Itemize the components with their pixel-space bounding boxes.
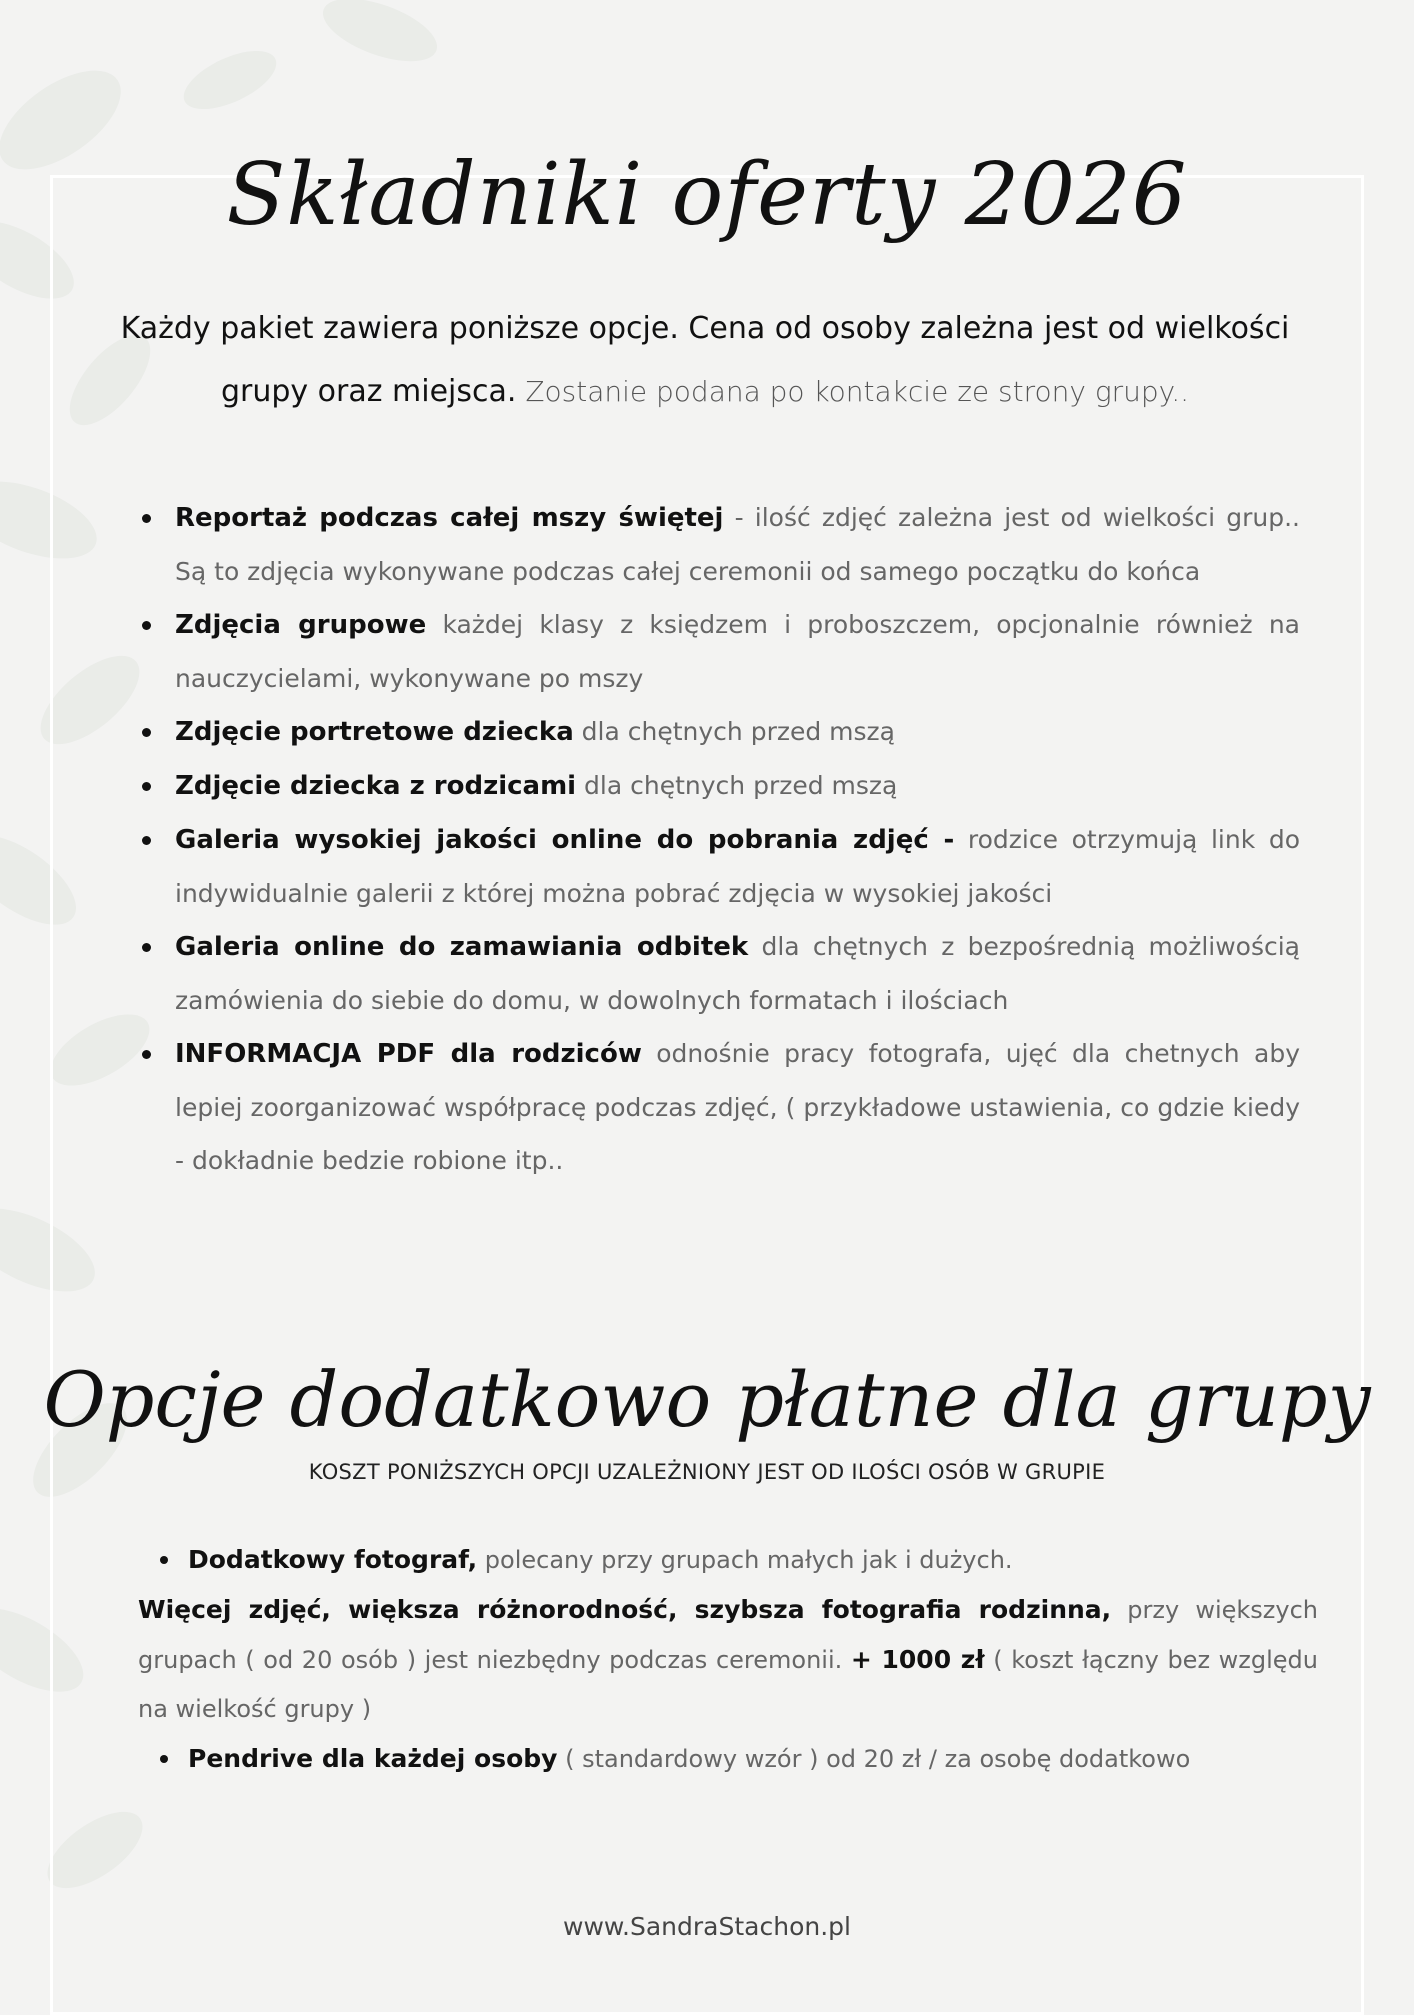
feature-text: - ilość zdjęć zależna jest od wielkości grup.. Są to zdjęcia wykonywane podczas całej ceremonii od samego początku do końca: [175, 503, 1300, 586]
feature-text: każdej klasy z księdzem i proboszczem, opcjonalnie również na nauczycielami, wykonywane po mszy: [175, 610, 1300, 693]
list-item: [140, 920, 1300, 1027]
list-item: [140, 1027, 1300, 1187]
feature-text: dla chętnych przed mszą: [573, 717, 895, 746]
website-link[interactable]: www.SandraStachon.pl: [563, 1912, 851, 1941]
page-title: Składniki oferty 2026: [226, 145, 1188, 245]
list-item: [138, 1535, 1318, 1585]
extra-text: przy większych grupach ( od 20 osób ) jest niezbędny podczas ceremonii.: [138, 1596, 1318, 1674]
intro-rest: Zostanie podana po kontakcie ze strony grupy..: [516, 375, 1190, 408]
intro-text: [95, 297, 1315, 423]
features-list: [140, 491, 1300, 1187]
feature-text: dla chętnych przed mszą: [576, 771, 898, 800]
extra-highlight: Więcej zdjęć, większa różnorodność, szybsza fotografia rodzinna,: [138, 1595, 1112, 1624]
list-item: [140, 598, 1300, 705]
feature-title: Galeria wysokiej jakości online do pobrania zdjęć -: [175, 825, 955, 855]
feature-title: Zdjęcia grupowe: [175, 610, 427, 640]
extra-title: Pendrive dla każdej osoby: [188, 1744, 558, 1773]
feature-title: Reportaż podczas całej mszy świętej: [175, 503, 724, 533]
feature-title: Zdjęcie portretowe dziecka: [175, 717, 574, 747]
feature-text: odnośnie pracy fotografa, ujęć dla chetnych aby lepiej zoorganizować współpracę podczas zdjęć, ( przykładowe ustawienia, co gdzie kiedy - dokładnie bedzie robione itp..: [175, 1039, 1300, 1175]
extra-text: ( koszt łączny bez względu na wielkość grupy ): [138, 1646, 1319, 1723]
list-item: [140, 813, 1300, 920]
list-item: [140, 491, 1300, 598]
feature-title: Zdjęcie dziecka z rodzicami: [175, 771, 577, 801]
feature-text: dla chętnych z bezpośrednią możliwością zamówienia do siebie do domu, w dowolnych formatach i ilościach: [175, 932, 1300, 1015]
extra-title: Dodatkowy fotograf,: [188, 1545, 478, 1574]
extra-price: + 1000 zł: [850, 1645, 985, 1674]
list-item: [140, 705, 1300, 759]
section-title-extras: Opcje dodatkowo płatne dla grupy: [43, 1355, 1371, 1444]
extras-subtitle: KOSZT PONIŻSZYCH OPCJI UZALEŻNIONY JEST OD ILOŚCI OSÓB W GRUPIE: [308, 1460, 1106, 1484]
extra-text: polecany przy grupach małych jak i dużych.: [477, 1546, 1013, 1574]
feature-title: Galeria online do zamawiania odbitek: [175, 932, 749, 962]
list-item: [138, 1734, 1318, 1784]
extras-section: [138, 1535, 1318, 1784]
intro-lead: Każdy pakiet zawiera poniższe opcje. Cena od osoby zależna jest od wielkości grupy oraz miejsca.: [120, 311, 1290, 409]
extra-description: [138, 1585, 1318, 1734]
extra-text: ( standardowy wzór ) od 20 zł / za osobę dodatkowo: [557, 1745, 1191, 1773]
list-item: [140, 759, 1300, 813]
feature-title: INFORMACJA PDF dla rodziców: [175, 1039, 642, 1069]
feature-text: rodzice otrzymują link do indywidualnie galerii z której można pobrać zdjęcia w wysokiej jakości: [175, 825, 1300, 908]
